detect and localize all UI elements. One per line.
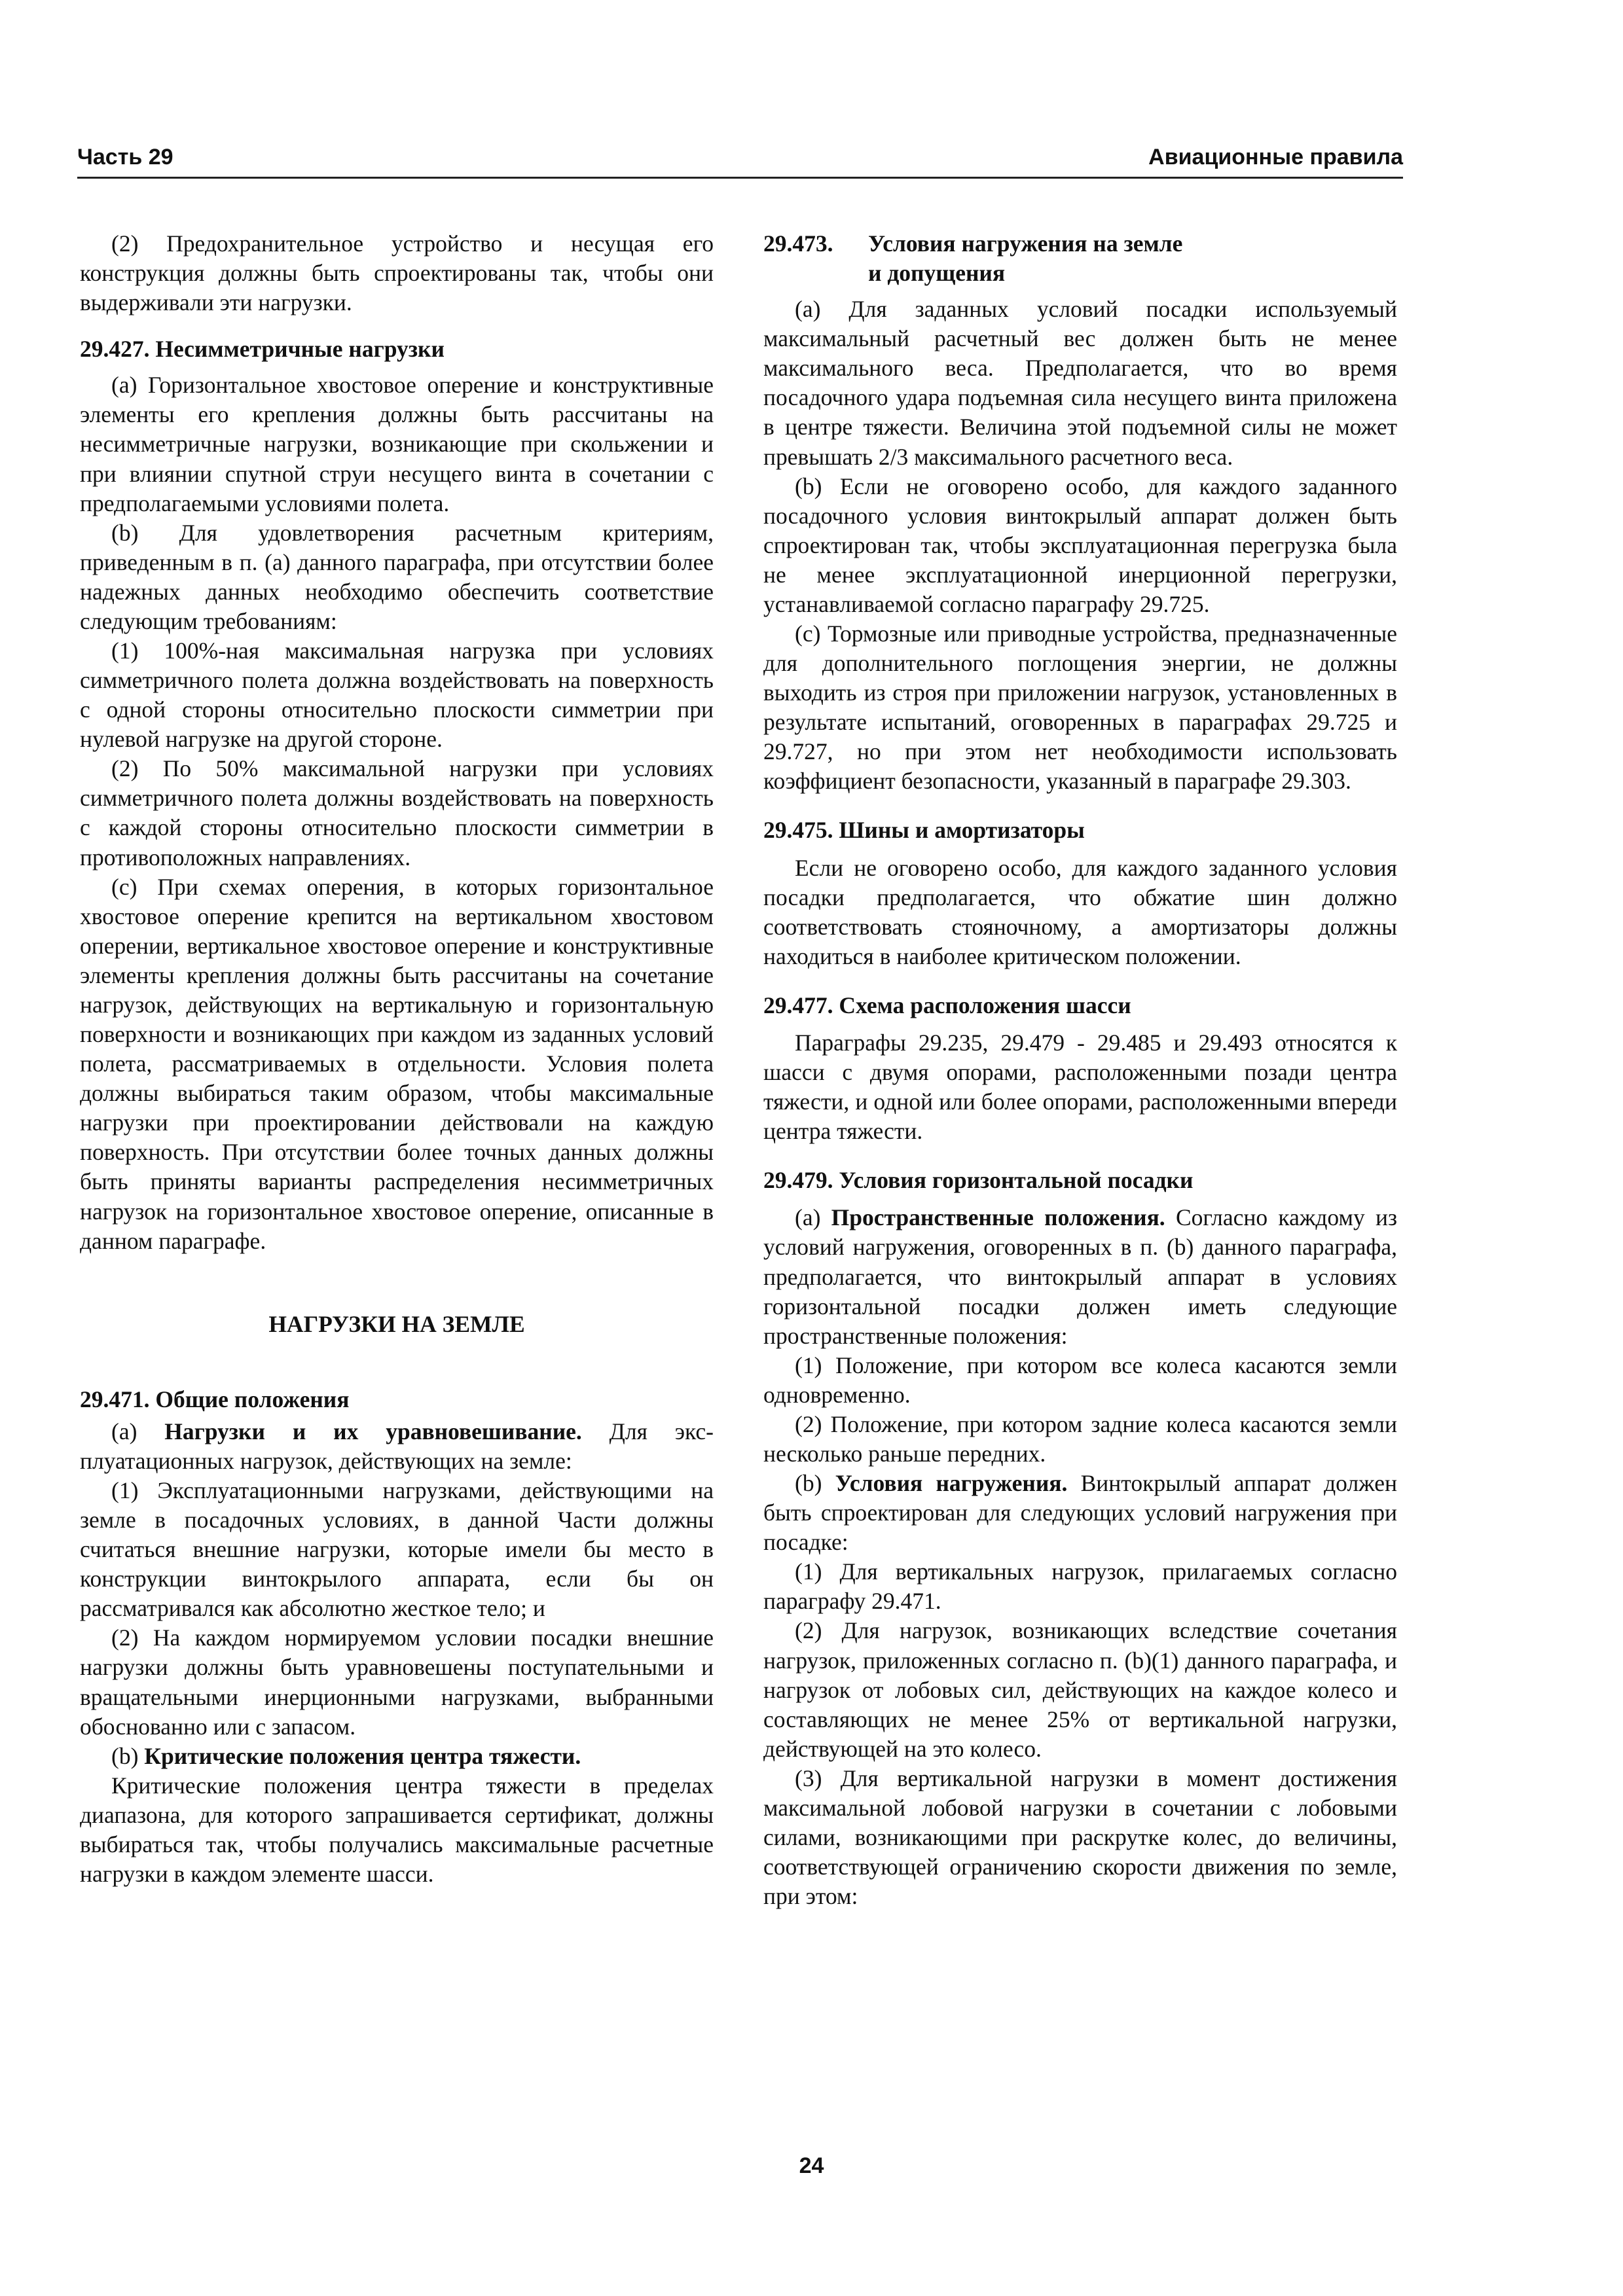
item-label: (a): [111, 1418, 165, 1444]
paragraph-text: Для эксплуатационных нагрузок, действующих на земле:: [80, 1418, 714, 1474]
paragraph: (a) Горизонтальное хвостовое оперение и конструктивные элементы его крепления должны быть рассчитаны на несимметричные нагрузки, возникающие при скольжении и при влиянии спутной струи несущего винта в сочетании с предполагаемыми условиями полета.: [80, 372, 714, 516]
paragraph: [80, 1417, 714, 1476]
left-column: [80, 229, 714, 1889]
paragraph: (2) Положение, при котором задние колеса касаются земли несколько раньше передних.: [763, 1410, 1397, 1467]
paragraph: (b) Если не оговорено особо, для каждого заданного посадочного условия винтокрылый аппарат должен быть спроектирован так, чтобы эксплуатационная перегрузка была не менее эксплуатационной инерционной перегрузки, устанавливаемой согласно параграфу 29.725.: [763, 473, 1397, 617]
paragraph: (b) Для удовлетворения расчетным критериям, приведенным в п. (a) данного параграфа, при отсутствии более надежных данных необходимо обеспечить соответствие следующим требованиям:: [80, 519, 714, 634]
paragraph: Критические положения центра тяжести в пределах диапазона, для которого запрашивается сертификат, должны выбираться так, чтобы получались максимальные расчетные нагрузки в каждом элементе шасси.: [80, 1772, 714, 1887]
header-document-title: Авиационные правила: [1148, 145, 1403, 170]
paragraph: (c) При схемах оперения, в которых горизонтальное хвостовое оперение крепится на вертикальном хвостовом оперении, вертикальное хвостовое оперение и конструктивные элементы крепления должны быть рассчитаны на сочетание нагрузок, действующих на вертикальную и горизонтальную поверхности и возникающих при каждом из заданных условий полета, рассматриваемых в отдельности. Условия полета должны выбираться таким образом, чтобы максимальные нагрузки при проектировании действовали на каждую поверхность. При отсутствии более точных данных должны быть приняты варианты распределения несимметричных нагрузок на горизонтальное хвостовое оперение, описанные в данном параграфе.: [80, 873, 714, 1254]
section-heading-29-427: 29.427. Несимметричные нагрузки: [80, 336, 445, 363]
paragraph: (2) На каждом нормируемом условии посадки внешние нагрузки должны быть уравновешены поступательными и вращательными инерционными нагрузками, выбранными обоснованно или с запасом.: [80, 1624, 714, 1740]
paragraph: (2) Предохранительное устройство и несущая его конструкция должны быть спроектированы так, чтобы они выдерживали эти нагрузки.: [80, 230, 714, 316]
section-heading-29-473: [763, 229, 1397, 288]
chapter-title: НАГРУЗКИ НА ЗЕМЛЕ: [268, 1310, 525, 1337]
bold-subheading: Условия нагружения.: [835, 1470, 1068, 1497]
paragraph: (a) Для заданных условий посадки используемый максимальный расчетный вес должен быть не менее максимального веса. Предполагается, что во время посадочного удара подъемная сила несущего винта приложена в центре тяжести. Величина этой подъемной силы не может превышать 2/3 максимального расчетного веса.: [763, 296, 1397, 470]
paragraph: (2) Для нагрузок, возникающих вследствие сочетания нагрузок, приложенных согласно п. (b)(1) данного параграфа, и нагрузок от лобовых сил, действующих на каждое колесо и составляющих не менее 25% от вертикальной нагрузки, действующей на это колесо.: [763, 1617, 1397, 1762]
item-label: (b): [795, 1470, 835, 1497]
section-heading-29-471: 29.471. Общие положения: [80, 1386, 350, 1412]
paragraph: (1) Для вертикальных нагрузок, прилагаемых согласно параграфу 29.471.: [763, 1558, 1397, 1615]
item-label: (b): [111, 1742, 145, 1769]
heading-number: 29.473.: [763, 230, 833, 257]
heading-text-continued: и допущения: [868, 260, 1006, 287]
section-heading-29-479: 29.479. Условия горизонтальной посадки: [763, 1167, 1194, 1194]
paragraph: Если не оговорено особо, для каждого заданного условия посадки предполагается, что обжатие шин должно соответствовать стояночному, а амортизаторы должны находиться в наиболее критическом положении.: [763, 854, 1397, 969]
bold-subheading: Нагрузки и их уравновешивание.: [164, 1418, 582, 1444]
paragraph: [763, 1203, 1397, 1350]
section-heading-29-475: 29.475. Шины и амортизаторы: [763, 817, 1085, 844]
paragraph: (c) Тормозные или приводные устройства, предназначенные для дополнительного поглощения энергии, не должны выходить из строя при приложении нагрузок, установленных в результате испытаний, оговоренных в параграфах 29.725 и 29.727, но при этом нет необходимости использовать коэффициент безопасности, указанный в параграфе 29.303.: [763, 620, 1397, 795]
page-number: 24: [799, 2153, 824, 2178]
bold-subheading: Критические положения центра тяжести.: [144, 1742, 581, 1769]
paragraph: (2) По 50% максимальной нагрузки при условиях симметричного полета должны воздействовать на поверхность с каждой стороны относительно плоскости симметрии в противоположных направлениях.: [80, 755, 714, 870]
paragraph: [80, 1742, 714, 1771]
section-heading-29-477: 29.477. Схема расположения шасси: [763, 992, 1131, 1018]
paragraph: Параграфы 29.235, 29.479 - 29.485 и 29.493 относятся к шасси с двумя опорами, расположенными позади центра тяжести, и одной или более опорами, расположенными впереди центра тяжести.: [763, 1029, 1397, 1145]
right-column: [763, 229, 1397, 1911]
paragraph-text: Винтокрылый аппарат должен быть спроектирован для следующих условий нагружения при посадке:: [763, 1470, 1397, 1556]
item-label: (a): [795, 1204, 831, 1231]
paragraph: (1) 100%-ная максимальная нагрузка при условиях симметричного полета должна воздействовать на поверхность с одной стороны относительно плоскости симметрии при нулевой нагрузке на другой стороне.: [80, 637, 714, 753]
bold-subheading: Пространственные положения.: [831, 1204, 1165, 1231]
heading-text: Условия нагружения на земле: [868, 230, 1183, 257]
paragraph-text: Согласно каждому из условий нагружения, оговоренных в п. (b) данного параграфа, предполагается, что винтокрылый аппарат в условиях горизонтальной посадки должен иметь следующие пространственные положения:: [763, 1204, 1397, 1349]
paragraph: (1) Эксплуатационными нагрузками, действующими на земле в посадочных условиях, в данной Части должны считаться внешние нагрузки, которые имели бы место в конструкции винтокрылого аппарата, если бы он рассматривался как абсолютно жесткое тело; и: [80, 1477, 714, 1622]
paragraph: (1) Положение, при котором все колеса касаются земли одновременно.: [763, 1352, 1397, 1408]
paragraph: [763, 1469, 1397, 1557]
paragraph: (3) Для вертикальной нагрузки в момент достижения максимальной лобовой нагрузки в сочетании с лобовыми силами, возникающими при раскрутке колес, до величины, соответствующей ограничению скорости движения по земле, при этом:: [763, 1765, 1397, 1910]
header-part-label: Часть 29: [77, 145, 173, 170]
running-header: [77, 137, 1403, 179]
